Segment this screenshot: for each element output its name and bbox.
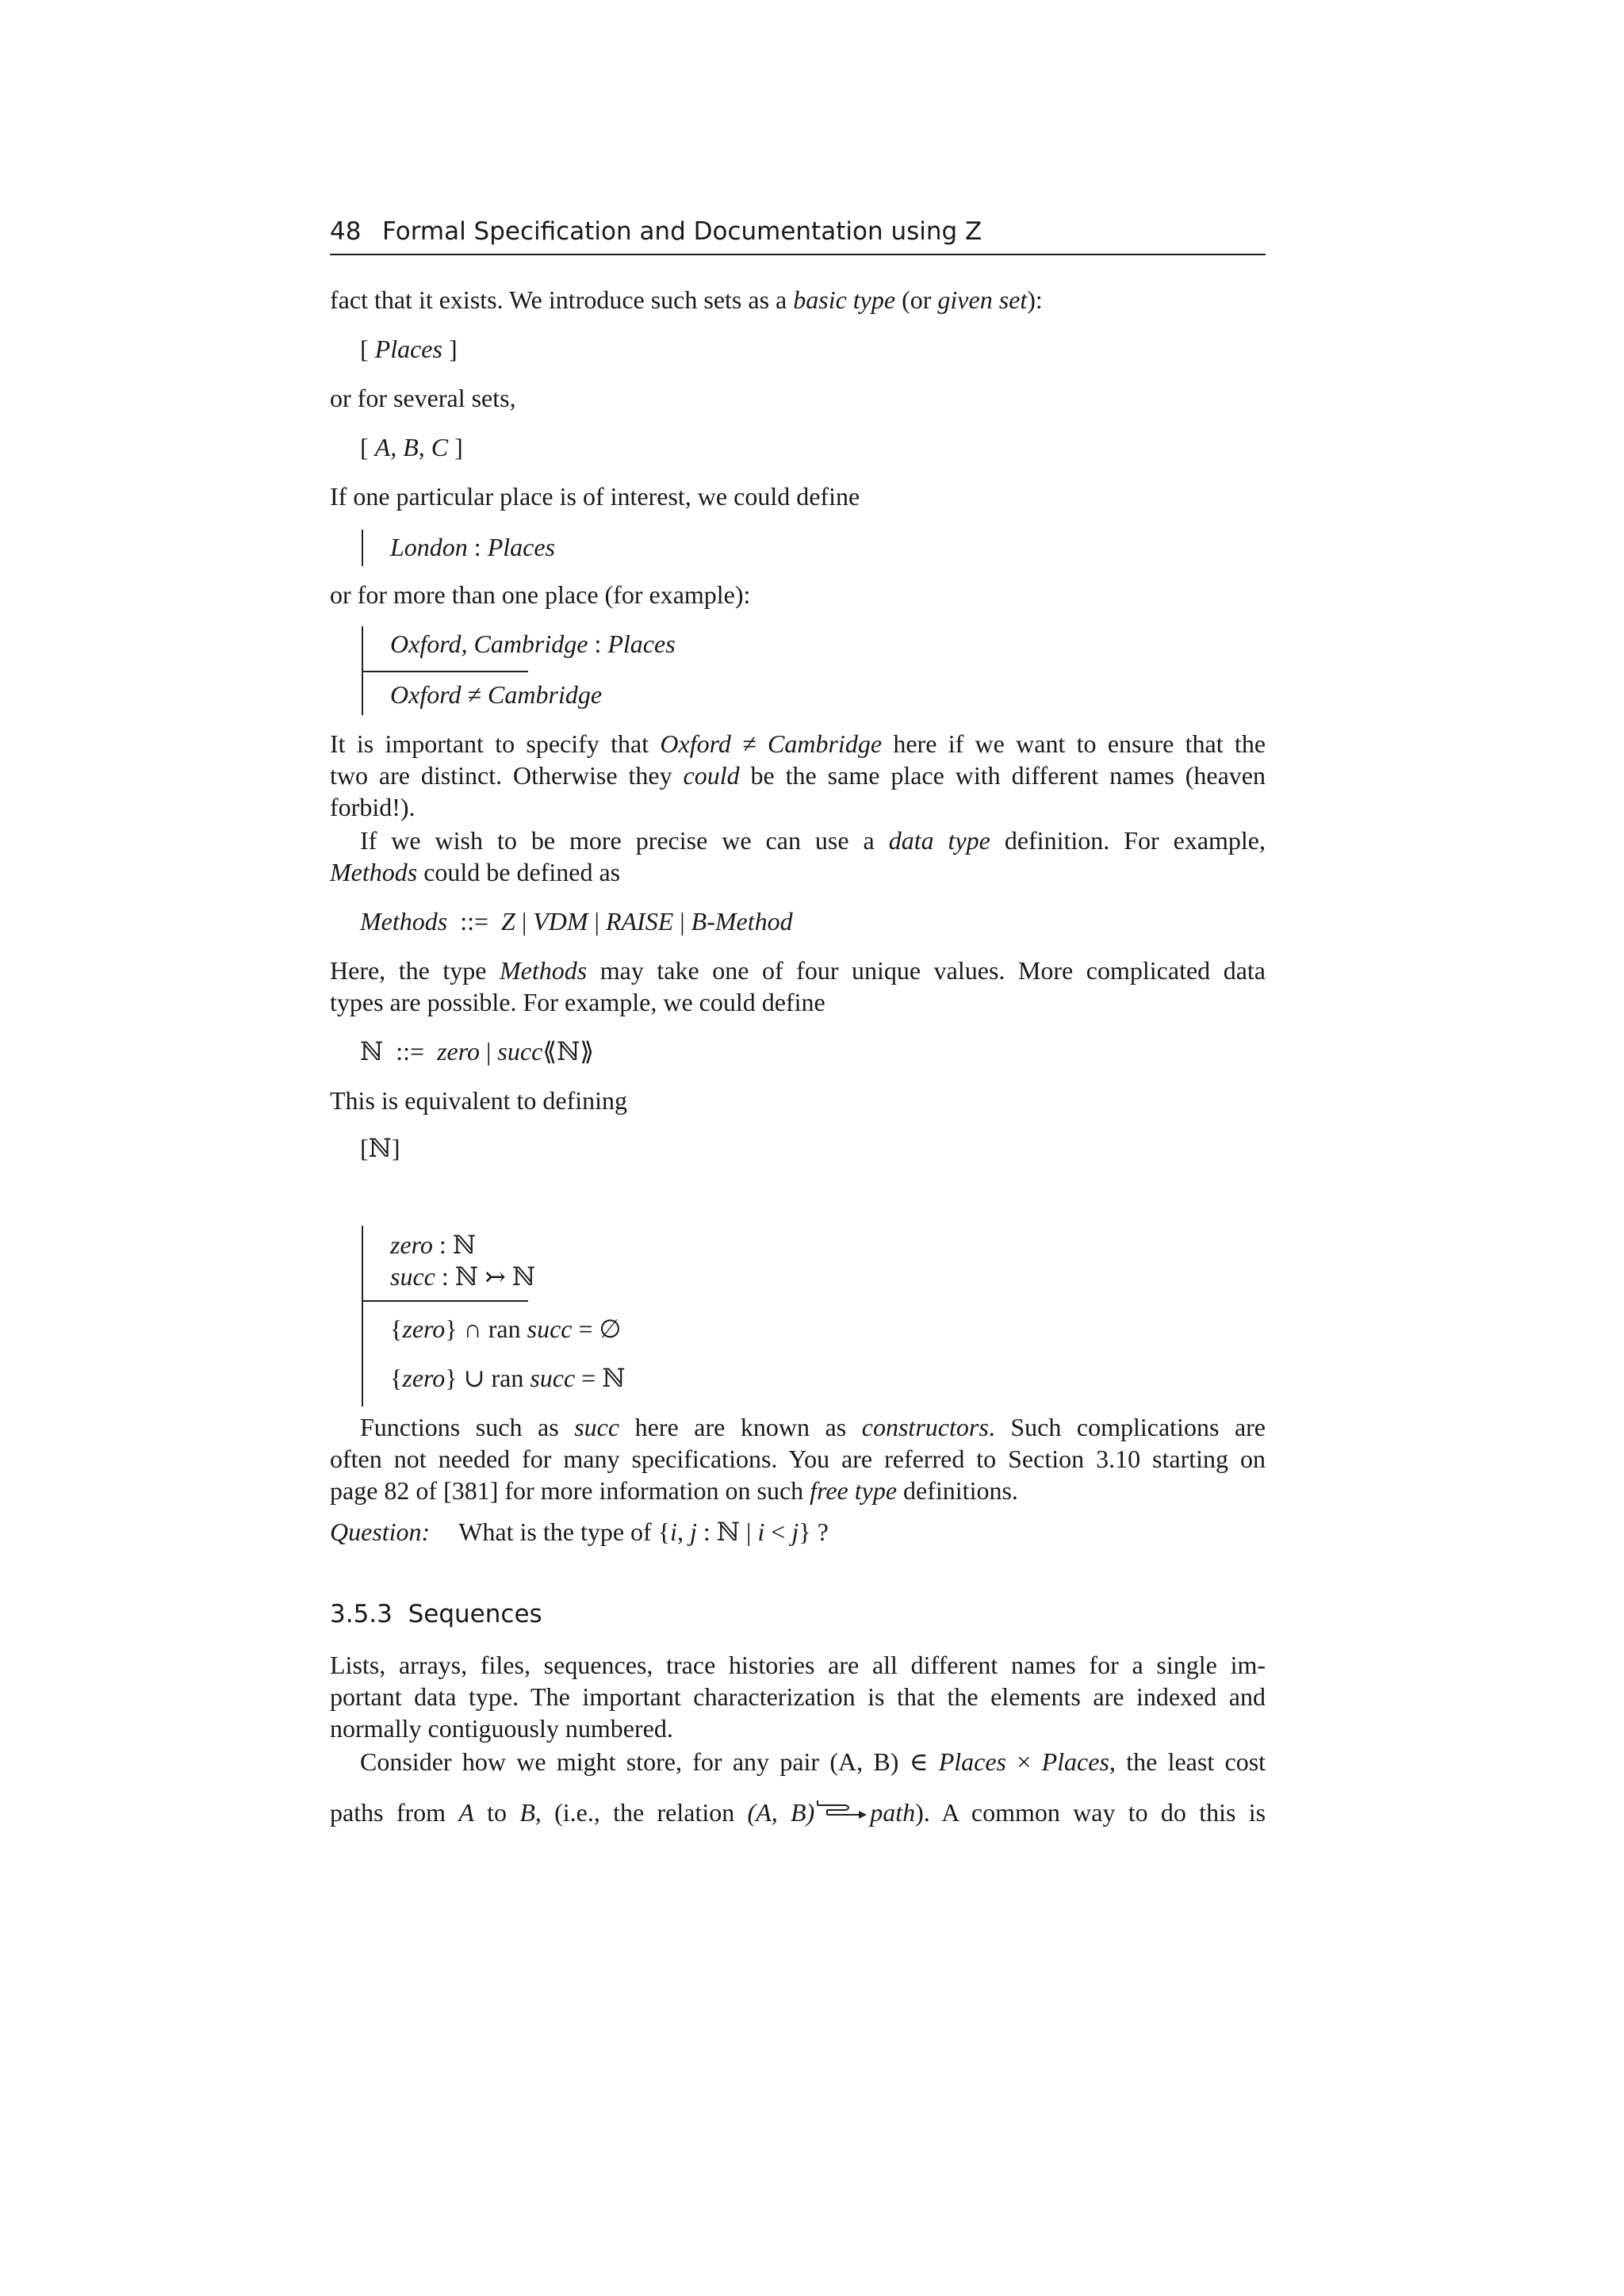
paragraph-line: types are possible. For example, we could define bbox=[330, 988, 825, 1016]
page-number: 48 bbox=[330, 217, 362, 246]
relation-arrow-icon bbox=[814, 1797, 870, 1829]
paragraph-line: Consider how we might store, for any pair (A, B) ∈ Places × Places, the least cost bbox=[360, 1747, 1266, 1776]
axdef-declaration: zero : ℕ bbox=[390, 1230, 477, 1259]
paragraph-line: fact that it exists. We introduce such sets as a basic type (or given set): bbox=[330, 285, 1043, 314]
paragraph-line: Here, the type Methods may take one of four unique values. More complicated data bbox=[330, 956, 1266, 985]
paragraph-line: Methods could be defined as bbox=[330, 858, 621, 886]
paragraph-line: portant data type. The important characterization is that the elements are indexed and bbox=[330, 1682, 1266, 1711]
freetype-methods: Methods ::= Z | VDM | RAISE | B-Method bbox=[360, 907, 793, 936]
freetype-naturals: ℕ ::= zero | succ⟪ℕ⟫ bbox=[360, 1037, 595, 1066]
question: Question: What is the type of {i, j : ℕ | i < j} ? bbox=[330, 1517, 829, 1546]
axdef-divider bbox=[362, 1300, 528, 1302]
paragraph-line: or for several sets, bbox=[330, 384, 516, 412]
paragraph-line: or for more than one place (for example): bbox=[330, 580, 751, 609]
paragraph-line: paths from A to B, (i.e., the relation (A, B) path). A common way to do this is bbox=[330, 1797, 1266, 1829]
paragraph-line: page 82 of [381] for more information on such free type definitions. bbox=[330, 1476, 1018, 1505]
axdef-divider bbox=[362, 671, 528, 672]
axdef-predicate: {zero} ∩ ran succ = ∅ bbox=[390, 1314, 622, 1343]
given-set-naturals: [ℕ] bbox=[360, 1134, 400, 1162]
running-header bbox=[330, 212, 1266, 255]
paragraph-line: forbid!). bbox=[330, 793, 416, 821]
paragraph-line: If one particular place is of interest, we could define bbox=[330, 482, 860, 511]
axdef-declaration: succ : ℕ ↣ ℕ bbox=[390, 1262, 536, 1291]
paragraph-line: normally contiguously numbered. bbox=[330, 1714, 673, 1743]
paragraph-line: two are distinct. Otherwise they could be the same place with different names (heaven bbox=[330, 761, 1266, 790]
given-set-abc: [ A, B, C ] bbox=[360, 433, 463, 461]
paragraph-line: If we wish to be more precise we can use a data type definition. For example, bbox=[360, 826, 1266, 855]
axdef-bar bbox=[362, 530, 363, 566]
paragraph-line: It is important to specify that Oxford ≠ Cambridge here if we want to ensure that the bbox=[330, 729, 1266, 758]
paragraph-line: often not needed for many specifications. You are referred to Section 3.10 starting on bbox=[330, 1445, 1266, 1473]
running-title: Formal Specification and Documentation using Z bbox=[382, 217, 982, 246]
paragraph-line: Lists, arrays, files, sequences, trace histories are all different names for a single im- bbox=[330, 1651, 1266, 1679]
given-set-places: [ Places ] bbox=[360, 335, 458, 363]
axdef-predicate: Oxford ≠ Cambridge bbox=[390, 680, 603, 709]
paragraph-line: Functions such as succ here are known as constructors. Such complications are bbox=[360, 1413, 1266, 1441]
paragraph-line: This is equivalent to defining bbox=[330, 1086, 628, 1115]
section-heading: 3.5.3 Sequences bbox=[330, 1600, 542, 1628]
axdef-declaration: Oxford, Cambridge : Places bbox=[390, 629, 676, 658]
axdef-predicate: {zero} ∪ ran succ = ℕ bbox=[390, 1364, 626, 1392]
axdef-london: London : Places bbox=[390, 533, 555, 561]
question-label: Question: bbox=[330, 1517, 431, 1546]
axdef-bar bbox=[362, 1226, 363, 1406]
